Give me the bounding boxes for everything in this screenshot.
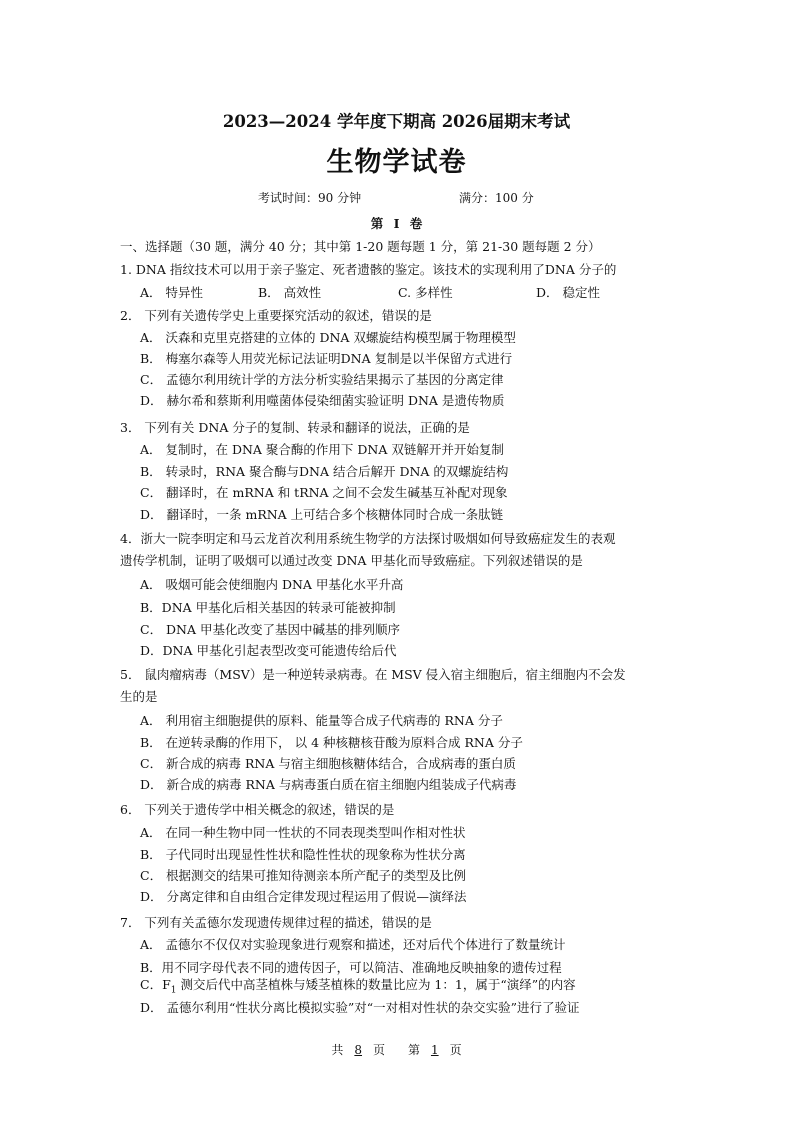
question-2-option-a: A． 沃森和克里克搭建的立体的 DNA 双螺旋结构模型属于物理模型 [140,330,516,345]
question-7-option-c-text: 测交后代中高茎植株与矮茎植株的数量比应为 1：1，属于“演绎”的内容 [176,977,576,992]
question-1-option-c: C. 多样性 [398,285,453,300]
question-7-option-d: D． 孟德尔利用“性状分离比模拟实验”对“一对相对性状的杂交实验”进行了验证 [140,1000,580,1015]
volume-heading: 第 Ⅰ 卷 [370,216,423,231]
question-6-option-a: A． 在同一种生物中同一性状的不同表现类型叫作相对性状 [140,825,466,840]
question-1-stem: 1. DNA 指纹技术可以用于亲子鉴定、死者遗骸的鉴定。该技术的实现利用了DNA 分子的 [120,262,617,277]
subject-title: 生物学试卷 [326,147,467,178]
exam-title: 2023—2024 学年度下期高 2026届期末考试 [222,112,571,131]
footer-total-pages: 8 [354,1043,363,1057]
footer-page-suffix: 页 [449,1043,462,1057]
question-5-option-c: C． 新合成的病毒 RNA 与宿主细胞核糖体结合，合成病毒的蛋白质 [140,756,516,771]
footer-page-number: 1 [430,1043,439,1057]
question-1-option-d: D． 稳定性 [536,285,600,300]
footer-total-prefix: 共 [331,1043,344,1057]
question-7-option-c-subscript: 1 [170,985,177,996]
question-5-stem-line-1: 5． 鼠肉瘤病毒（MSV）是一种逆转录病毒。在 MSV 侵入宿主细胞后，宿主细胞内不会发 [120,667,626,682]
question-5-option-a: A． 利用宿主细胞提供的原料、能量等合成子代病毒的 RNA 分子 [140,713,503,728]
question-5-stem-line-2: 生的是 [120,689,158,704]
footer-total-suffix: 页 [373,1043,386,1057]
question-6-option-c: C． 根据测交的结果可推知待测亲本所产配子的类型及比例 [140,868,467,883]
question-7-option-a: A． 孟德尔不仅仅对实验现象进行观察和描述，还对后代个体进行了数量统计 [140,937,566,952]
exam-score: 满分：100 分 [459,191,534,205]
question-2-option-b: B． 梅塞尔森等人用荧光标记法证明DNA 复制是以半保留方式进行 [140,351,513,366]
question-5-option-b: B． 在逆转录酶的作用下， 以 4 种核糖核苷酸为原料合成 RNA 分子 [140,735,523,750]
question-3-option-b: B． 转录时，RNA 聚合酶与DNA 结合后解开 DNA 的双螺旋结构 [140,464,509,479]
question-6-stem: 6． 下列关于遗传学中相关概念的叙述，错误的是 [120,802,395,817]
question-4-stem-line-1: 4．浙大一院李明定和马云龙首次利用系统生物学的方法探讨吸烟如何导致癌症发生的表观 [120,531,616,546]
question-5-option-d: D． 新合成的病毒 RNA 与病毒蛋白质在宿主细胞内组装成子代病毒 [140,777,517,792]
question-2-option-c: C． 孟德尔利用统计学的方法分析实验结果揭示了基因的分离定律 [140,372,504,387]
question-4-stem-line-2: 遗传学机制，证明了吸烟可以通过改变 DNA 甲基化而导致癌症。下列叙述错误的是 [120,553,583,568]
question-4-option-b: B．DNA 甲基化后相关基因的转录可能被抑制 [140,600,396,615]
question-7-option-c [140,977,576,999]
question-3-option-c: C． 翻译时，在 mRNA 和 tRNA 之间不会发生碱基互补配对现象 [140,485,508,500]
question-2-option-d: D． 赫尔希和蔡斯利用噬菌体侵染细菌实验证明 DNA 是遗传物质 [140,393,505,408]
question-1-option-a: A． 特异性 [140,285,204,300]
question-1-option-b: B． 高效性 [258,285,322,300]
footer-page-prefix: 第 [407,1043,420,1057]
question-7-stem: 7． 下列有关孟德尔发现遗传规律过程的描述，错误的是 [120,915,432,930]
question-4-option-a: A． 吸烟可能会使细胞内 DNA 甲基化水平升高 [140,577,404,592]
question-7-option-b: B．用不同字母代表不同的遗传因子，可以简洁、准确地反映抽象的遗传过程 [140,960,562,975]
section-heading: 一、选择题（30 题，满分 40 分；其中第 1-20 题每题 1 分，第 21-30 题每题 2 分） [120,239,601,254]
question-4-option-d: D．DNA 甲基化引起表型改变可能遗传给后代 [140,643,397,658]
page-footer [0,1042,793,1058]
question-3-option-a: A． 复制时，在 DNA 聚合酶的作用下 DNA 双链解开并开始复制 [140,442,504,457]
question-6-option-d: D． 分离定律和自由组合定律发现过程运用了假说—演绎法 [140,889,467,904]
question-3-option-d: D． 翻译时，一条 mRNA 上可结合多个核糖体同时合成一条肽链 [140,507,504,522]
question-3-stem: 3． 下列有关 DNA 分子的复制、转录和翻译的说法，正确的是 [120,420,470,435]
question-7-option-c-prefix: C．F [140,977,171,992]
question-2-stem: 2． 下列有关遗传学史上重要探究活动的叙述，错误的是 [120,308,432,323]
question-6-option-b: B． 子代同时出现显性性状和隐性性状的现象称为性状分离 [140,847,466,862]
question-4-option-c: C． DNA 甲基化改变了基因中碱基的排列顺序 [140,622,400,637]
exam-time: 考试时间：90 分钟 [258,191,362,205]
